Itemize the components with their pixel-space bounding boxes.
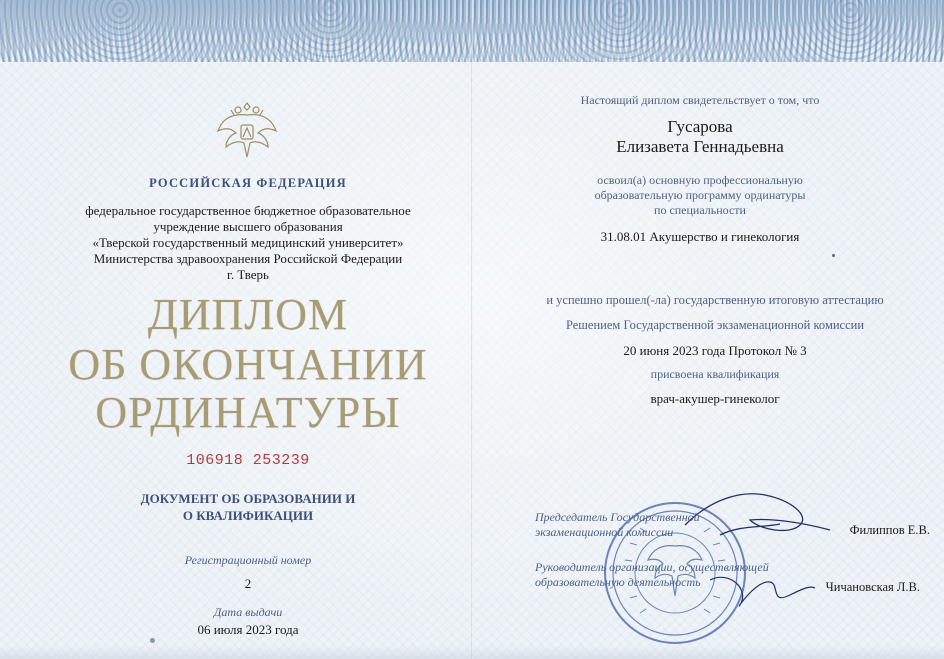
- protocol-info: 20 июня 2023 года Протокол № 3: [623, 343, 807, 358]
- chair-label-line: Председатель Государственной: [535, 510, 700, 524]
- issue-date: 06 июля 2023 года: [197, 622, 299, 637]
- qualification-label: присвоена квалификация: [650, 367, 780, 381]
- issuer-line: федеральное государственное бюджетное образовательное: [85, 203, 411, 218]
- commission-decision: Решением Государственной экзаменационной комиссии: [565, 318, 865, 332]
- russian-double-headed-eagle-icon: [212, 95, 282, 165]
- speck: [150, 638, 155, 643]
- head-label-line: Руководитель организации, осуществляющей: [535, 560, 769, 574]
- registration-number: 2: [244, 576, 252, 591]
- certification-intro: Настоящий диплом свидетельствует о том, что: [580, 93, 820, 107]
- chair-label: [535, 510, 795, 540]
- program-line: по специальности: [654, 203, 746, 217]
- program-line: образовательную программу ординатуры: [594, 188, 806, 202]
- diploma-title-line: ОРДИНАТУРЫ: [95, 388, 401, 437]
- country-name: РОССИЙСКАЯ ФЕДЕРАЦИЯ: [149, 176, 347, 190]
- chair-name: Филиппов Е.В.: [849, 523, 930, 537]
- issuer-line: учреждение высшего образования: [153, 219, 343, 234]
- bottom-edge: [0, 645, 944, 659]
- graduate-surname: Гусарова: [667, 117, 733, 136]
- registration-label: Регистрационный номер: [184, 553, 312, 567]
- document-type-line: ДОКУМЕНТ ОБ ОБРАЗОВАНИИ И: [140, 491, 356, 506]
- issuer-line: г. Тверь: [227, 267, 269, 282]
- diploma-title-line: ДИПЛОМ: [147, 290, 349, 339]
- program-line: освоил(а) основную профессиональную: [597, 173, 803, 187]
- document-type: [100, 490, 396, 524]
- issuer-block: [70, 203, 426, 283]
- graduate-given-names: Елизавета Геннадьевна: [616, 137, 784, 156]
- attestation-statement: и успешно прошел(-ла) государственную итоговую аттестацию: [546, 293, 884, 307]
- issuer-line: «Тверской государственный медицинский университет»: [92, 235, 404, 250]
- document-type-line: О КВАЛИФИКАЦИИ: [182, 508, 314, 523]
- issue-date-label: Дата выдачи: [213, 605, 283, 619]
- chair-label-line: экзаменационной комиссии: [535, 525, 674, 539]
- qualification: врач-акушер-гинеколог: [650, 391, 780, 406]
- diploma-number: 106918 253239: [186, 452, 310, 469]
- issuer-line: Министерства здравоохранения Российской Федерации: [93, 251, 403, 266]
- diploma-title-line: ОБ ОКОНЧАНИИ: [68, 340, 428, 389]
- program-statement: [540, 173, 860, 218]
- head-name: Чичановская Л.В.: [825, 580, 920, 594]
- speck: [832, 254, 835, 257]
- graduate-name: [540, 117, 860, 157]
- head-label-line: образовательную деятельность: [535, 575, 701, 589]
- page-fold: [471, 0, 473, 659]
- head-label: [535, 560, 825, 590]
- specialty: 31.08.01 Акушерство и гинекология: [600, 229, 800, 244]
